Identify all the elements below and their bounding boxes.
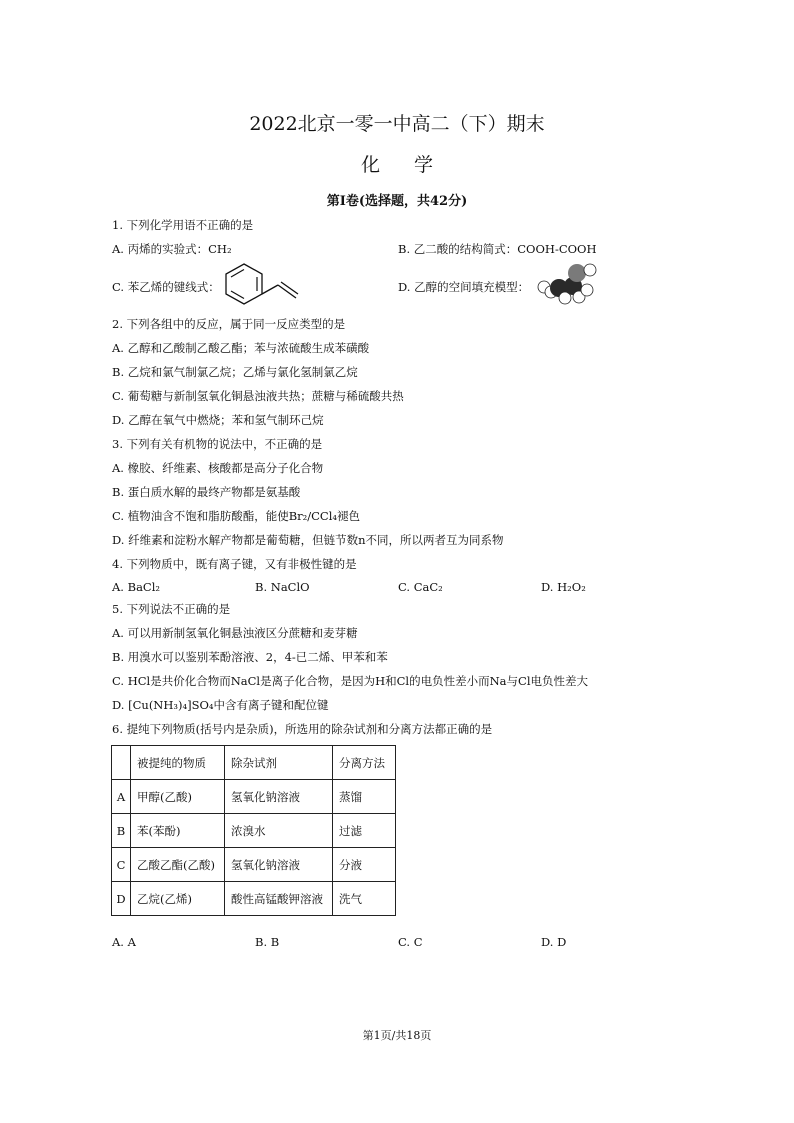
q2-option-b: B. 乙烷和氯气制氯乙烷；乙烯与氯化氢制氯乙烷 xyxy=(112,365,358,379)
q3-option-c: C. 植物油含不饱和脂肪酸酯，能使Br₂/CCl₄褪色 xyxy=(112,509,361,523)
q2-option-a: A. 乙醇和乙酸制乙酸乙酯；苯与浓硫酸生成苯磺酸 xyxy=(112,341,370,355)
page-footer: 第1页/共18页 xyxy=(362,1029,432,1042)
q1-option-b: B. 乙二酸的结构简式：COOH-COOH xyxy=(398,242,597,256)
q4-option-b: B. NaClO xyxy=(255,580,310,594)
q6-option-a: A. A xyxy=(112,935,136,949)
table-cell: B xyxy=(112,814,131,848)
table-row xyxy=(112,814,396,848)
purification-table xyxy=(111,745,396,916)
table-cell: 酸性高锰酸钾溶液 xyxy=(225,882,333,916)
q1-option-c: C. 苯乙烯的键线式： xyxy=(112,280,220,294)
table-cell: 氢氧化钠溶液 xyxy=(225,780,333,814)
table-header-cell: 分离方法 xyxy=(333,746,396,780)
q3-stem: 3. 下列有关有机物的说法中，不正确的是 xyxy=(112,437,323,451)
table-cell: 分液 xyxy=(333,848,396,882)
ethanol-space-filling-model xyxy=(535,261,605,305)
styrene-skeletal-formula xyxy=(222,262,302,306)
q4-option-d: D. H₂O₂ xyxy=(541,580,586,594)
q5-option-d: D. [Cu(NH₃)₄]SO₄中含有离子键和配位键 xyxy=(112,698,329,712)
q5-option-c: C. HCl是共价化合物而NaCl是离子化合物，是因为H和Cl的电负性差小而Na与Cl电负性差大 xyxy=(112,674,588,688)
table-cell: 氢氧化钠溶液 xyxy=(225,848,333,882)
table-header-cell: 除杂试剂 xyxy=(225,746,333,780)
page-title: 2022北京一零一中高二（下）期末 xyxy=(249,113,545,135)
table-cell: 苯(苯酚) xyxy=(131,814,225,848)
table-row xyxy=(112,780,396,814)
q1-option-a: A. 丙烯的实验式：CH₂ xyxy=(112,242,232,256)
table-header-cell: 被提纯的物质 xyxy=(131,746,225,780)
q2-option-c: C. 葡萄糖与新制氢氧化铜悬浊液共热；蔗糖与稀硫酸共热 xyxy=(112,389,404,403)
subject-title: 化学 xyxy=(360,154,467,176)
q4-option-c: C. CaC₂ xyxy=(398,580,443,594)
q1-option-d: D. 乙醇的空间填充模型： xyxy=(398,280,530,294)
q3-option-b: B. 蛋白质水解的最终产物都是氨基酸 xyxy=(112,485,301,499)
q5-option-a: A. 可以用新制氢氧化铜悬浊液区分蔗糖和麦芽糖 xyxy=(112,626,358,640)
table-header-cell xyxy=(112,746,131,780)
table-cell: 乙酸乙酯(乙酸) xyxy=(131,848,225,882)
table-header-row xyxy=(112,746,396,780)
q4-option-a: A. BaCl₂ xyxy=(112,580,161,594)
table-row xyxy=(112,882,396,916)
table-cell: 洗气 xyxy=(333,882,396,916)
table-cell: D xyxy=(112,882,131,916)
q2-stem: 2. 下列各组中的反应，属于同一反应类型的是 xyxy=(112,317,346,331)
table-cell: 过滤 xyxy=(333,814,396,848)
section-heading: 第I卷(选择题，共42分) xyxy=(326,194,468,209)
q2-option-d: D. 乙醇在氧气中燃烧；苯和氢气制环己烷 xyxy=(112,413,324,427)
table-cell: 蒸馏 xyxy=(333,780,396,814)
table-cell: A xyxy=(112,780,131,814)
q3-option-d: D. 纤维素和淀粉水解产物都是葡萄糖，但链节数n不同，所以两者互为同系物 xyxy=(112,533,504,547)
q4-stem: 4. 下列物质中，既有离子键，又有非极性键的是 xyxy=(112,557,357,571)
q6-stem: 6. 提纯下列物质(括号内是杂质)，所选用的除杂试剂和分离方法都正确的是 xyxy=(112,722,493,736)
q6-option-d: D. D xyxy=(541,935,567,949)
table-row xyxy=(112,848,396,882)
table-cell: 浓溴水 xyxy=(225,814,333,848)
q6-option-c: C. C xyxy=(398,935,423,949)
q1-stem: 1. 下列化学用语不正确的是 xyxy=(112,218,254,232)
table-cell: 甲醇(乙酸) xyxy=(131,780,225,814)
q6-option-b: B. B xyxy=(255,935,280,949)
q5-option-b: B. 用溴水可以鉴别苯酚溶液、2，4-已二烯、甲苯和苯 xyxy=(112,650,388,664)
table-cell: C xyxy=(112,848,131,882)
table-cell: 乙烷(乙烯) xyxy=(131,882,225,916)
q5-stem: 5. 下列说法不正确的是 xyxy=(112,602,231,616)
q3-option-a: A. 橡胶、纤维素、核酸都是高分子化合物 xyxy=(112,461,324,475)
